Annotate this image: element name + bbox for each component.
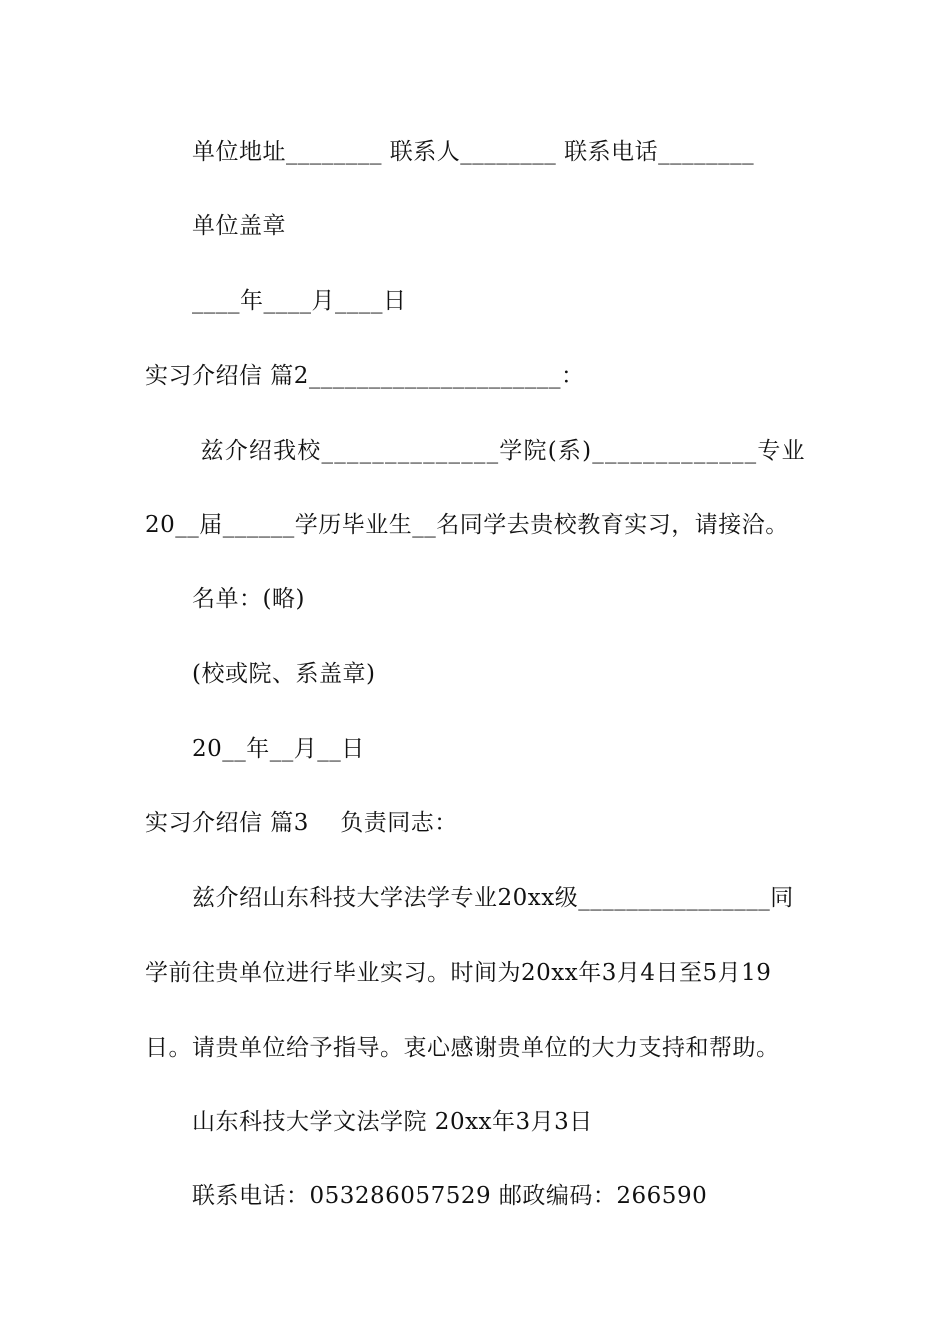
unit-seal-label: 单位盖章 [192, 213, 286, 239]
letter2-seal-line: (校或院、系盖章) [192, 661, 376, 687]
letter3-heading: 实习介绍信 篇3 负责同志： [145, 810, 458, 836]
letter3-signature-line: 山东科技大学文法学院 20xx年3月3日 [192, 1109, 593, 1135]
letter3-contact-line: 联系电话：053286057529 邮政编码：266590 [192, 1183, 708, 1209]
letter3-body-line3: 日。请贵单位给予指导。衷心感谢贵单位的大力支持和帮助。 [145, 1035, 780, 1061]
address-contact-line: 单位地址________ 联系人________ 联系电话________ [192, 139, 755, 165]
letter2-heading: 实习介绍信 篇2_____________________： [145, 363, 585, 389]
letter2-list-line: 名单：(略) [192, 586, 305, 612]
letter2-body-line1: 兹介绍我校______________学院(系)_____________专业 [192, 438, 806, 464]
letter3-body-line2: 学前往贵单位进行毕业实习。时间为20xx年3月4日至5月19 [145, 960, 772, 986]
letter2-date-line: 20__年__月__日 [192, 736, 365, 762]
date-line-1: ____年____月____日 [192, 288, 407, 314]
letter3-body-line1: 兹介绍山东科技大学法学专业20xx级________________同 [192, 885, 794, 911]
letter2-body-line2: 20__届______学历毕业生__名同学去贵校教育实习，请接洽。 [145, 512, 789, 538]
